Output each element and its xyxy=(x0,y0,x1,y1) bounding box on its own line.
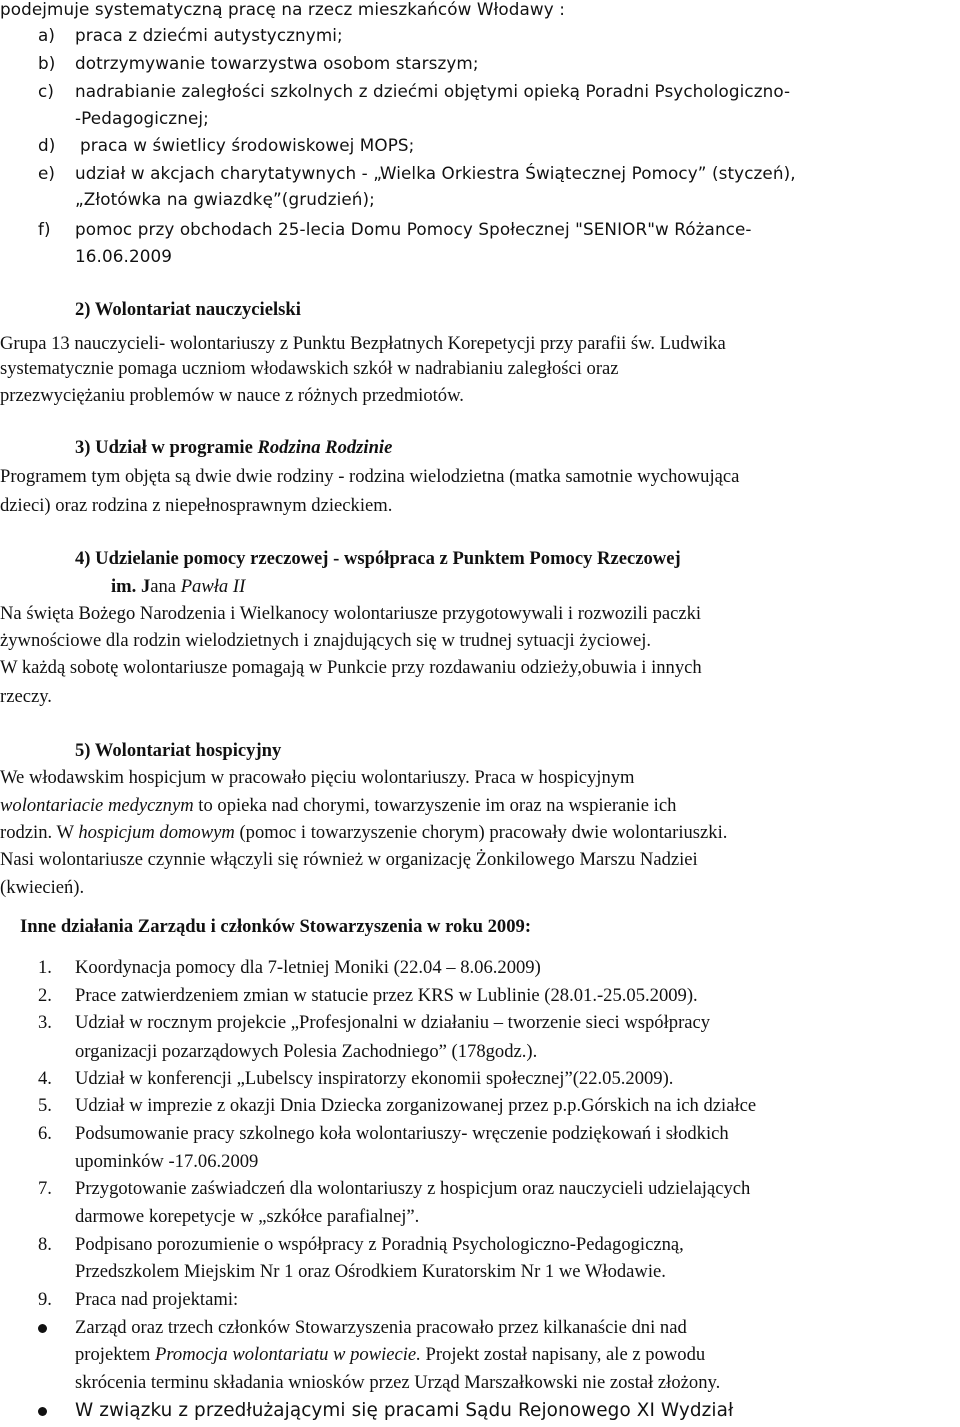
list-item-continued: „Złotówka na gwiazdkę”(grudzień); xyxy=(75,189,375,209)
list-item: praca w świetlicy środowiskowej MOPS; xyxy=(80,135,415,155)
list-item: W związku z przedłużającymi się pracami Sądu Rejonowego XI Wydział xyxy=(75,1400,734,1421)
paragraph-line: rzeczy. xyxy=(0,686,52,707)
list-number: 2. xyxy=(38,985,52,1006)
list-number: 8. xyxy=(38,1234,52,1255)
list-item: Przygotowanie zaświadczeń dla wolontariuszy z hospicjum oraz nauczycieli udzielających xyxy=(75,1178,751,1199)
list-item: dotrzymywanie towarzystwa osobom starszym; xyxy=(75,53,479,73)
list-number: 3. xyxy=(38,1012,52,1033)
list-item-continued: 16.06.2009 xyxy=(75,246,173,266)
list-number: 4. xyxy=(38,1068,52,1089)
list-item: pomoc przy obchodach 25-lecia Domu Pomocy Społecznej "SENIOR"w Różance- xyxy=(75,219,752,239)
list-item: Udział w rocznym projekcie „Profesjonalni w działaniu – tworzenie sieci współpracy xyxy=(75,1012,711,1033)
list-item: Udział w imprezie z okazji Dnia Dziecka zorganizowanej przez p.p.Górskich na ich działce xyxy=(75,1095,757,1116)
list-item: Podpisano porozumienie o współpracy z Poradnią Psychologiczno-Pedagogiczną, xyxy=(75,1234,684,1255)
list-number: 5. xyxy=(38,1095,52,1116)
paragraph-line: Na święta Bożego Narodzenia i Wielkanocy wolontariusze przygotowywali i rozwozili paczki xyxy=(0,603,702,624)
paragraph-line: rodzin. W hospicjum domowym (pomoc i towarzyszenie chorym) pracowały dwie wolontariuszki. xyxy=(0,822,728,843)
paragraph-line: przezwyciężaniu problemów w nauce z różnych przedmiotów. xyxy=(0,385,464,406)
list-number: 7. xyxy=(38,1178,52,1199)
paragraph-line: dzieci) oraz rodzina z niepełnosprawnym dzieckiem. xyxy=(0,495,393,516)
list-marker: f) xyxy=(38,219,51,239)
list-marker: a) xyxy=(38,25,56,45)
section-heading: 4) Udzielanie pomocy rzeczowej - współpraca z Punktem Pomocy Rzeczowej xyxy=(75,548,681,569)
list-item-continued: -Pedagogicznej; xyxy=(75,108,209,128)
list-item-continued: organizacji pozarządowych Polesia Zachodniego” (178godz.). xyxy=(75,1041,538,1062)
list-item-continued: upominków -17.06.2009 xyxy=(75,1151,259,1172)
list-marker: e) xyxy=(38,163,56,183)
section-heading: 5) Wolontariat hospicyjny xyxy=(75,740,282,761)
paragraph-line: We włodawskim hospicjum w pracowało pięciu wolontariuszy. Praca w hospicyjnym xyxy=(0,767,635,788)
list-number: 6. xyxy=(38,1123,52,1144)
bullet-icon xyxy=(38,1324,47,1333)
paragraph-line: W każdą sobotę wolontariusze pomagają w Punkcie przy rozdawaniu odzieży,obuwia i innych xyxy=(0,657,702,678)
list-item-continued: darmowe korepetycje w „szkółce parafialnej”. xyxy=(75,1206,420,1227)
list-item: nadrabianie zaległości szkolnych z dziećmi objętymi opieką Poradni Psychologiczno- xyxy=(75,81,791,101)
list-item: praca z dziećmi autystycznymi; xyxy=(75,25,343,45)
paragraph-line: Grupa 13 nauczycieli- wolontariuszy z Punktu Bezpłatnych Korepetycji przy parafii św. Ludwika xyxy=(0,333,726,354)
list-item: Udział w konferencji „Lubelscy inspiratorzy ekonomii społecznej”(22.05.2009). xyxy=(75,1068,674,1089)
list-marker: b) xyxy=(38,53,56,73)
list-item: Prace zatwierdzeniem zmian w statucie przez KRS w Lublinie (28.01.-25.05.2009). xyxy=(75,985,698,1006)
paragraph-line: systematycznie pomaga uczniom włodawskich szkół w nadrabianiu zaległości oraz xyxy=(0,358,619,379)
list-item: udział w akcjach charytatywnych - „Wielka Orkiestra Świątecznej Pomocy” (styczeń), xyxy=(75,163,796,183)
list-marker: c) xyxy=(38,81,54,101)
list-item-continued: skrócenia terminu składania wniosków przez Urząd Marszałkowski nie został złożony. xyxy=(75,1372,721,1393)
paragraph-line: wolontariacie medycznym to opieka nad chorymi, towarzyszenie im oraz na wspieranie ich xyxy=(0,795,677,816)
list-number: 9. xyxy=(38,1289,52,1310)
paragraph-line: (kwiecień). xyxy=(0,877,85,898)
list-item-continued: Przedszkolem Miejskim Nr 1 oraz Ośrodkiem Kuratorskim Nr 1 we Włodawie. xyxy=(75,1261,666,1282)
section-heading: 3) Udział w programie Rodzina Rodzinie xyxy=(75,437,393,458)
list-number: 1. xyxy=(38,957,52,978)
section-heading: 2) Wolontariat nauczycielski xyxy=(75,299,301,320)
section-heading-continued: im. Jana Pawła II xyxy=(111,576,246,597)
list-item: Koordynacja pomocy dla 7-letniej Moniki (22.04 – 8.06.2009) xyxy=(75,957,541,978)
bullet-icon xyxy=(38,1407,47,1416)
board-heading: Inne działania Zarządu i członków Stowarzyszenia w roku 2009: xyxy=(20,916,532,937)
list-item: Zarząd oraz trzech członków Stowarzyszenia pracowało przez kilkanaście dni nad xyxy=(75,1317,687,1338)
paragraph-line: żywnościowe dla rodzin wielodzietnych i znajdujących się w trudnej sytuacji życiowej. xyxy=(0,630,652,651)
paragraph-line: Nasi wolontariusze czynnie włączyli się również w organizację Żonkilowego Marszu Nadziei xyxy=(0,849,698,870)
paragraph-line: Programem tym objęta są dwie dwie rodziny - rodzina wielodzietna (matka samotnie wychowująca xyxy=(0,466,740,487)
list-item: Podsumowanie pracy szkolnego koła wolontariuszy- wręczenie podziękowań i słodkich xyxy=(75,1123,729,1144)
list-item-continued: projektem Promocja wolontariatu w powiecie. Projekt został napisany, ale z powodu xyxy=(75,1344,706,1365)
intro-line: podejmuje systematyczną pracę na rzecz mieszkańców Włodawy : xyxy=(0,0,565,19)
list-item: Praca nad projektami: xyxy=(75,1289,239,1310)
list-marker: d) xyxy=(38,135,56,155)
